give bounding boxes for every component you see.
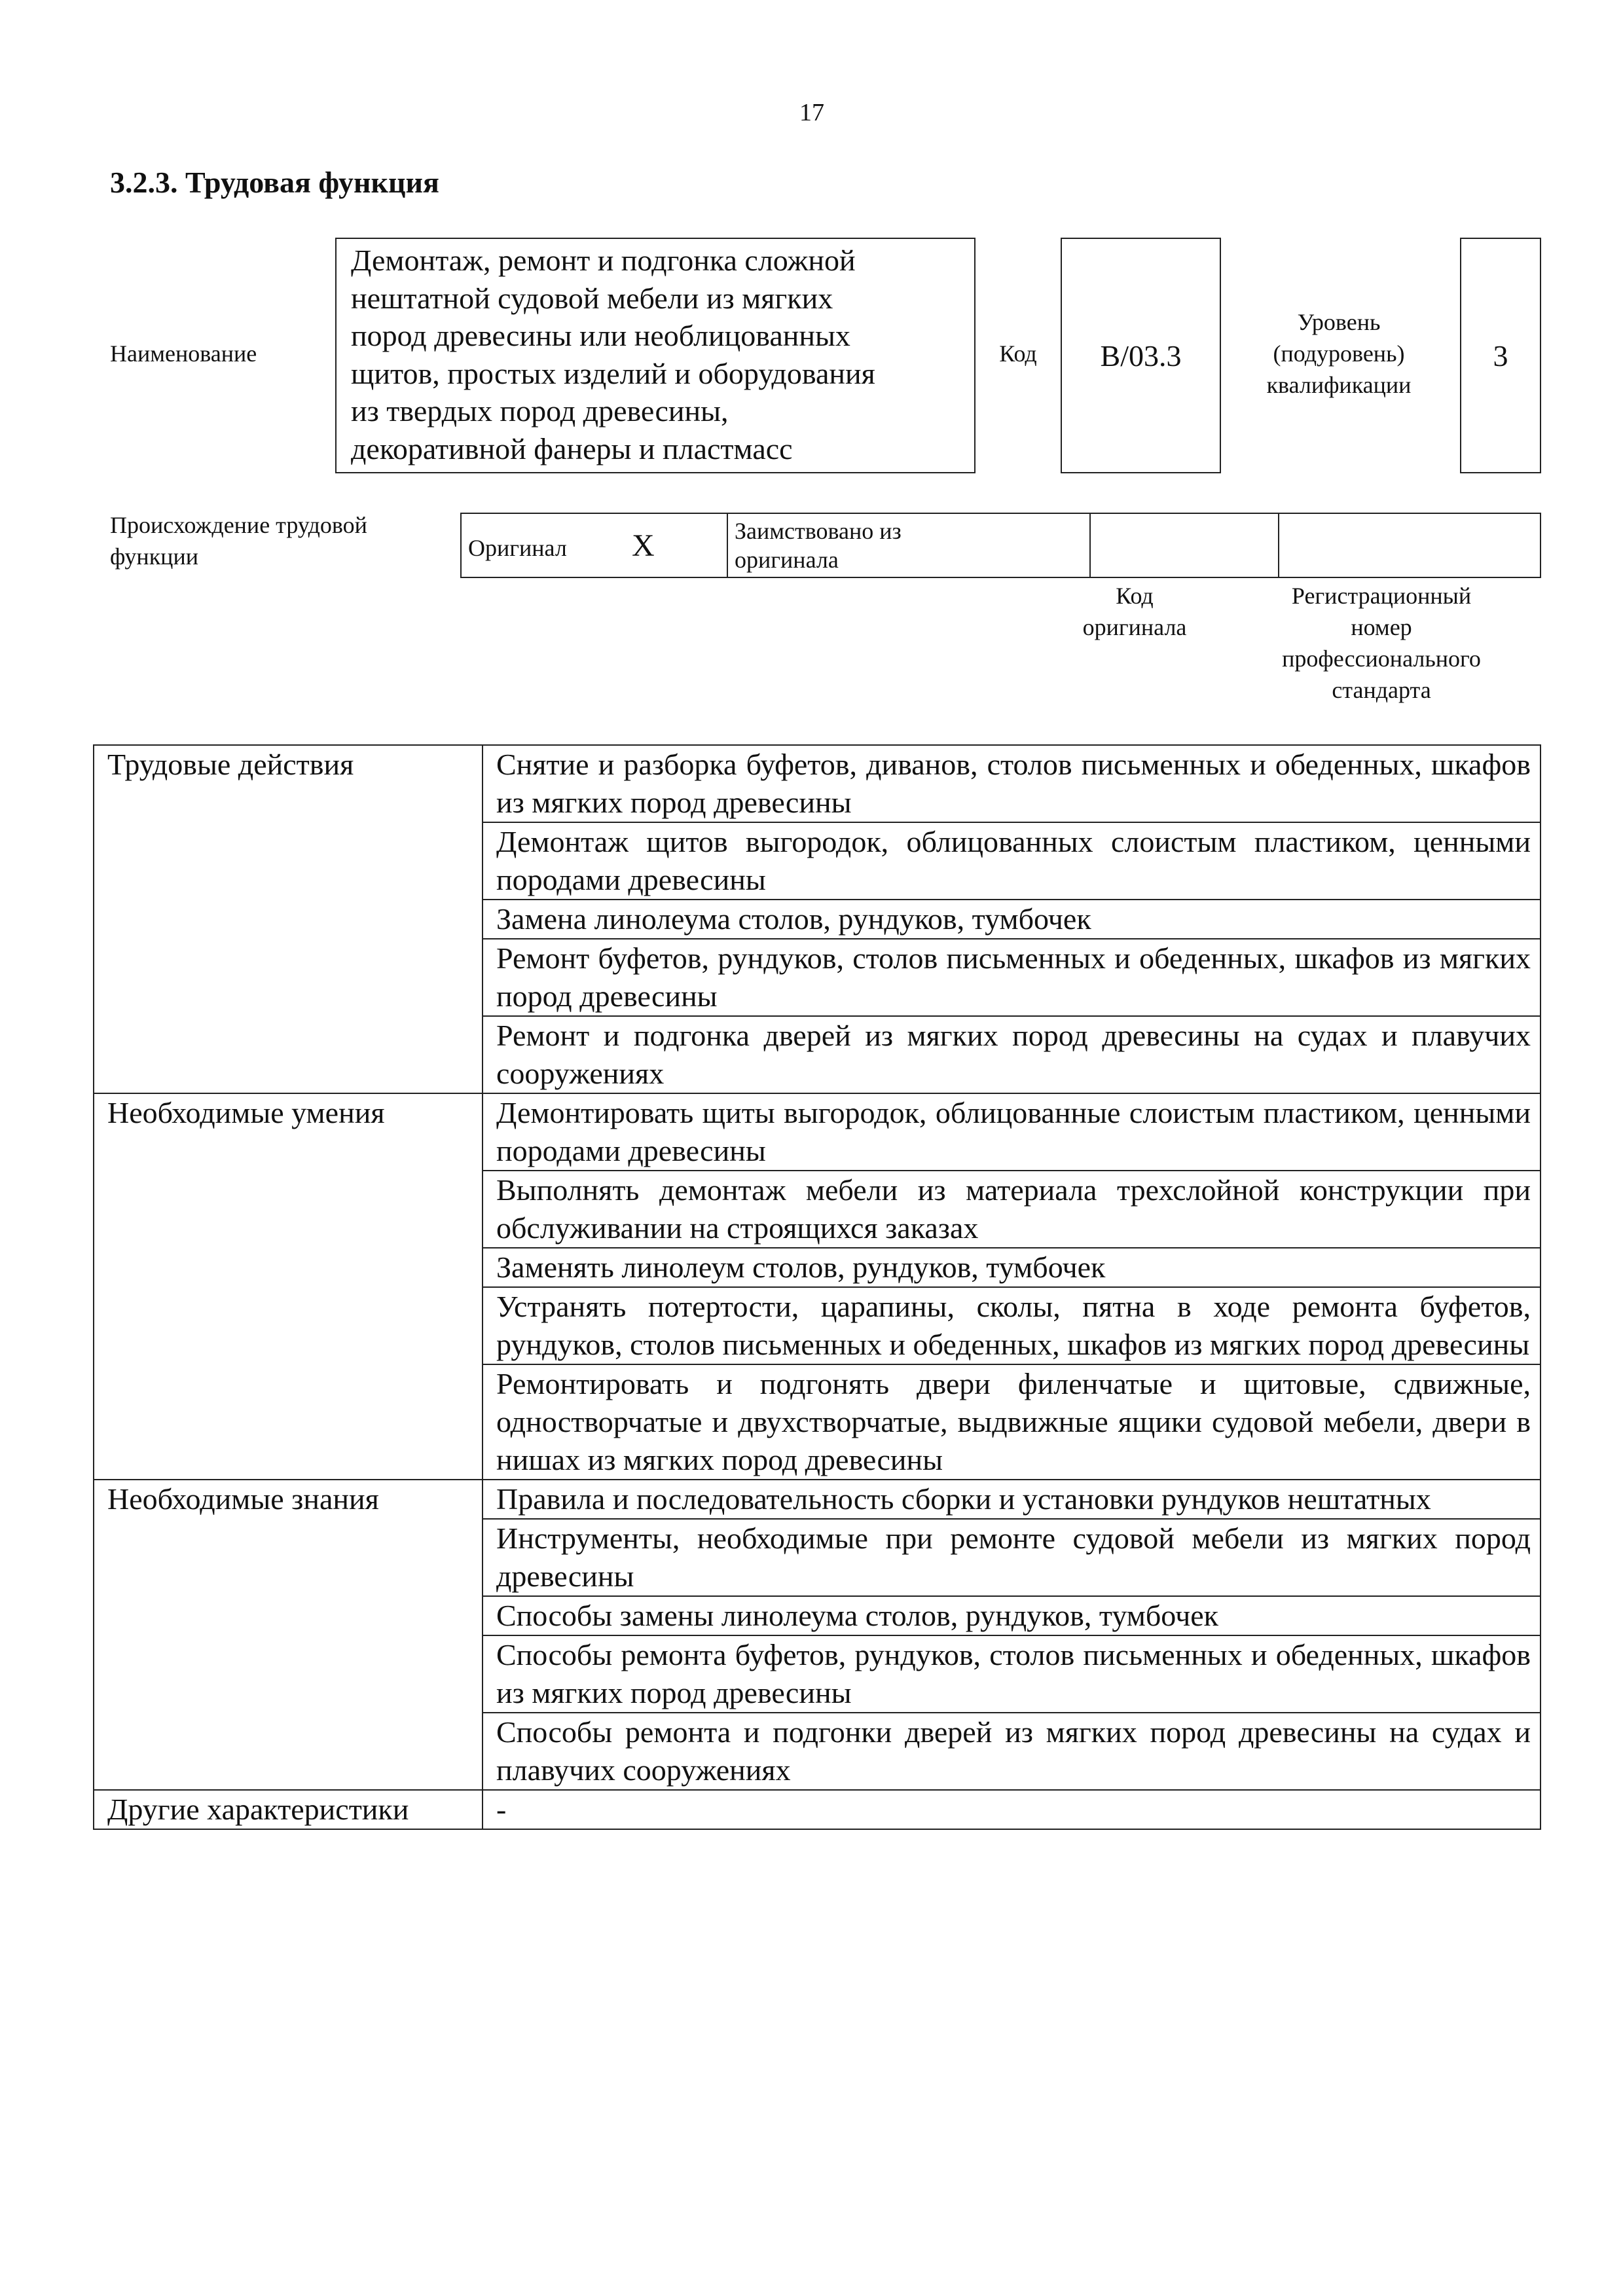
list-item: Демонтировать щиты выгородок, облицованные слоистым пластиком, ценными породами древесины xyxy=(483,1093,1541,1171)
list-item: Снятие и разборка буфетов, диванов, столов письменных и обеденных, шкафов из мягких пород древесины xyxy=(483,745,1541,822)
borrowed-cell xyxy=(727,513,1090,577)
borrowed-label-line: оригинала xyxy=(735,547,839,573)
list-item: Инструменты, необходимые при ремонте судовой мебели из мягких пород древесины xyxy=(483,1519,1541,1596)
section-title-skills: Необходимые умения xyxy=(94,1093,483,1480)
section-title-other: Другие характеристики xyxy=(94,1790,483,1829)
level-value: 3 xyxy=(1493,338,1508,373)
page-number: 17 xyxy=(799,99,824,126)
list-item: Ремонт буфетов, рундуков, столов письменных и обеденных, шкафов из мягких пород древесины xyxy=(483,939,1541,1016)
code-original-cell xyxy=(1090,513,1279,577)
name-label: Наименование xyxy=(110,340,257,367)
section-title-actions: Трудовые действия xyxy=(94,745,483,1093)
original-mark: X xyxy=(632,528,655,563)
code-label: Код xyxy=(999,340,1037,367)
reg-number-caption-line: Регистрационный xyxy=(1291,583,1472,609)
section-title-knowledge: Необходимые знания xyxy=(94,1480,483,1790)
list-item: Способы ремонта и подгонки дверей из мягких пород древесины на судах и плавучих сооружениях xyxy=(483,1713,1541,1790)
origin-label-line: Происхождение трудовой xyxy=(110,512,367,538)
list-item: Ремонт и подгонка дверей из мягких пород древесины на судах и плавучих сооружениях xyxy=(483,1016,1541,1093)
reg-number-cell xyxy=(1279,513,1541,577)
function-name-line: Демонтаж, ремонт и подгонка сложной xyxy=(351,244,856,277)
code-original-caption-line: оригинала xyxy=(1082,614,1187,640)
list-item: Устранять потертости, царапины, сколы, пятна в ходе ремонта буфетов, рундуков, столов письменных и обеденных, шкафов из мягких пород древесины xyxy=(483,1287,1541,1364)
origin-label-line: функции xyxy=(110,543,198,570)
reg-number-caption-line: стандарта xyxy=(1332,677,1431,703)
function-name-line: декоративной фанеры и пластмасс xyxy=(351,431,793,465)
labor-function-table xyxy=(93,744,1541,1830)
function-name-line: пород древесины или необлицованных xyxy=(351,319,850,353)
level-label-line: Уровень xyxy=(1297,309,1381,335)
section-title: 3.2.3. Трудовая функция xyxy=(110,166,439,199)
list-item: - xyxy=(483,1790,1541,1829)
list-item: Способы ремонта буфетов, рундуков, столов письменных и обеденных, шкафов из мягких пород древесины xyxy=(483,1635,1541,1713)
code-value-box xyxy=(1061,238,1221,473)
code-original-caption-line: Код xyxy=(1116,583,1154,609)
borrowed-label-line: Заимствовано из xyxy=(735,518,902,544)
original-cell xyxy=(461,513,727,577)
list-item: Замена линолеума столов, рундуков, тумбочек xyxy=(483,900,1541,939)
function-name-box xyxy=(335,238,976,473)
level-label xyxy=(1224,306,1453,401)
table-row xyxy=(94,1480,1541,1519)
function-name-line: нештатной судовой мебели из мягких xyxy=(351,281,833,315)
reg-number-caption-line: номер xyxy=(1351,614,1412,640)
original-label: Оригинал xyxy=(468,534,567,561)
table-row xyxy=(94,1093,1541,1171)
function-name-line: щитов, простых изделий и оборудования xyxy=(351,356,875,390)
level-label-line: квалификации xyxy=(1266,372,1412,398)
list-item: Демонтаж щитов выгородок, облицованных слоистым пластиком, ценными породами древесины xyxy=(483,822,1541,900)
code-value: В/03.3 xyxy=(1100,338,1182,373)
level-value-box xyxy=(1460,238,1541,473)
table-row xyxy=(94,1790,1541,1829)
reg-number-caption-line: профессионального xyxy=(1282,646,1481,672)
reg-number-caption xyxy=(1222,580,1541,706)
function-name-line: из твердых пород древесины, xyxy=(351,394,729,428)
origin-label xyxy=(110,509,450,572)
list-item: Ремонтировать и подгонять двери филенчатые и щитовые, сдвижные, одностворчатые и двухстворчатые, выдвижные ящики судовой мебели, двери в нишах из мягких пород древесины xyxy=(483,1364,1541,1480)
list-item: Выполнять демонтаж мебели из материала трехслойной конструкции при обслуживании на строящихся заказах xyxy=(483,1171,1541,1248)
level-label-line: (подуровень) xyxy=(1273,340,1405,367)
code-original-caption xyxy=(1048,580,1222,643)
table-row xyxy=(94,745,1541,822)
origin-table xyxy=(460,513,1541,578)
list-item: Правила и последовательность сборки и установки рундуков нештатных xyxy=(483,1480,1541,1519)
list-item: Способы замены линолеума столов, рундуков, тумбочек xyxy=(483,1596,1541,1635)
list-item: Заменять линолеум столов, рундуков, тумбочек xyxy=(483,1248,1541,1287)
